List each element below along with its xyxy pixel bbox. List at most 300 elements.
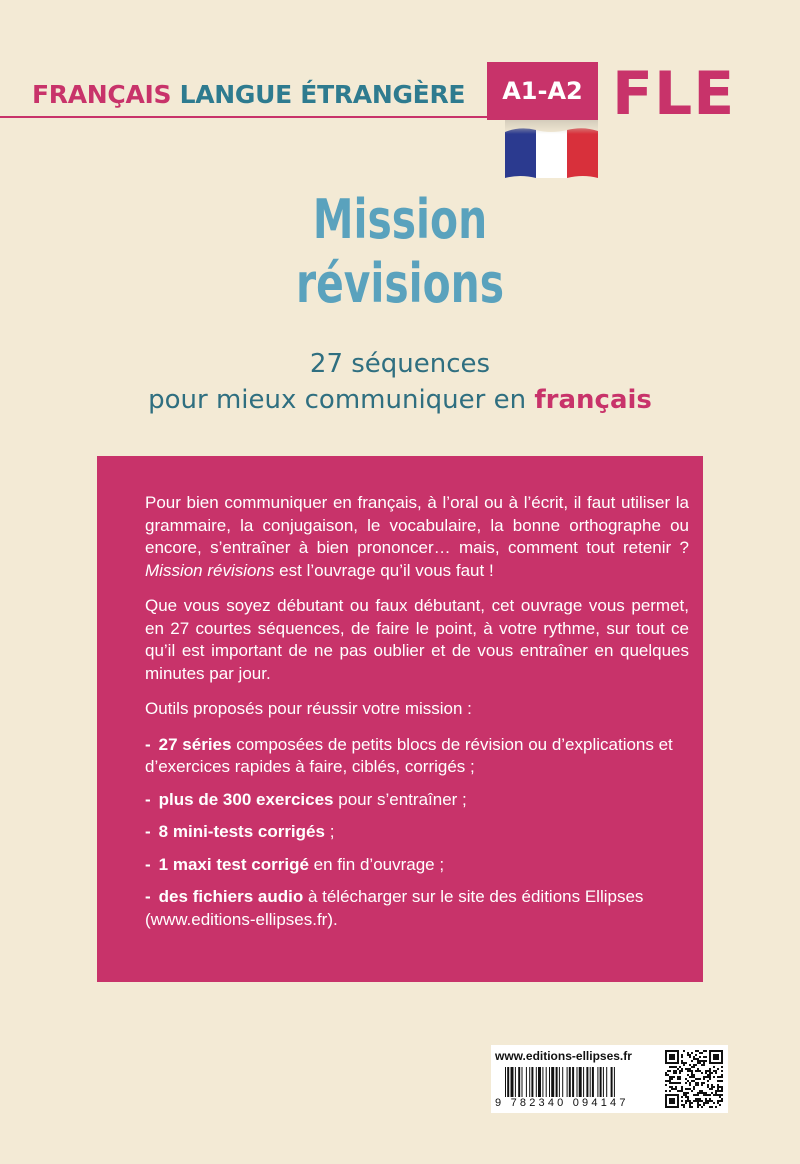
french-flag-icon — [505, 120, 598, 178]
qr-module — [705, 1094, 707, 1096]
tools-list — [145, 734, 689, 932]
subtitle-line2-prefix: pour mieux communiquer en — [148, 385, 527, 415]
qr-module — [677, 1076, 679, 1078]
para1-text-end: est l’ouvrage qu’il vous faut ! — [279, 560, 494, 580]
barcode-bar — [569, 1067, 571, 1097]
qr-module — [717, 1102, 719, 1104]
qr-module — [693, 1058, 695, 1060]
barcode-bar — [611, 1067, 613, 1097]
series-word-langue-etrangere: LANGUE ÉTRANGÈRE — [179, 80, 466, 109]
list-item — [145, 734, 689, 779]
qr-module — [675, 1082, 677, 1084]
qr-module — [719, 1080, 721, 1082]
qr-module — [695, 1098, 697, 1100]
qr-module — [699, 1104, 701, 1106]
qr-module — [681, 1054, 683, 1056]
qr-module — [709, 1098, 711, 1100]
qr-module — [675, 1072, 677, 1074]
qr-module — [705, 1070, 707, 1072]
qr-module — [669, 1076, 671, 1078]
qr-module — [679, 1082, 681, 1084]
qr-module — [697, 1070, 699, 1072]
qr-module — [703, 1050, 705, 1052]
qr-module — [681, 1068, 683, 1070]
qr-module — [687, 1080, 689, 1082]
qr-module — [701, 1052, 703, 1054]
qr-module — [681, 1070, 683, 1072]
qr-module — [691, 1060, 693, 1062]
qr-module — [695, 1094, 697, 1096]
qr-finder-core — [669, 1098, 675, 1104]
description-paragraph-2: Que vous soyez débutant ou faux débutant, cet ouvrage vous permet, en 27 courtes séquences, de faire le point, à votre rythme, sur tout ce qu’il est important de ne pas oublier et de vous entraîner en quelques minutes par jour. — [145, 596, 689, 683]
qr-module — [693, 1064, 695, 1066]
qr-module — [695, 1054, 697, 1056]
qr-module — [683, 1062, 685, 1064]
qr-module — [665, 1080, 667, 1082]
list-item-text: pour s’entraîner ; — [338, 789, 467, 809]
qr-module — [685, 1092, 687, 1094]
qr-module — [669, 1080, 671, 1082]
qr-module — [711, 1100, 713, 1102]
header-rule — [0, 116, 488, 118]
qr-module — [687, 1100, 689, 1102]
qr-module — [689, 1084, 691, 1086]
qr-module — [701, 1060, 703, 1062]
list-item-text: en fin d’ouvrage ; — [313, 854, 445, 874]
qr-module — [677, 1082, 679, 1084]
qr-module — [697, 1062, 699, 1064]
qr-module — [679, 1076, 681, 1078]
qr-module — [689, 1070, 691, 1072]
qr-module — [705, 1050, 707, 1052]
qr-module — [721, 1080, 723, 1082]
qr-module — [709, 1106, 711, 1108]
qr-module — [699, 1062, 701, 1064]
barcode-bar — [577, 1067, 578, 1097]
qr-module — [679, 1070, 681, 1072]
qr-module — [697, 1084, 699, 1086]
barcode-bar — [559, 1067, 560, 1097]
qr-module — [717, 1088, 719, 1090]
qr-module — [685, 1096, 687, 1098]
qr-module — [675, 1088, 677, 1090]
list-item-bold: 8 mini-tests corrigés — [158, 822, 325, 841]
qr-module — [671, 1078, 673, 1080]
qr-module — [719, 1094, 721, 1096]
barcode-bar — [562, 1067, 563, 1097]
qr-module — [687, 1098, 689, 1100]
qr-module — [699, 1070, 701, 1072]
qr-module — [709, 1100, 711, 1102]
barcode-bar — [518, 1067, 520, 1097]
qr-module — [703, 1056, 705, 1058]
qr-code-icon — [665, 1049, 723, 1109]
qr-module — [689, 1100, 691, 1102]
qr-module — [665, 1084, 667, 1086]
subtitle-line2 — [0, 382, 800, 418]
qr-module — [695, 1064, 697, 1066]
qr-module — [715, 1090, 717, 1092]
qr-module — [669, 1082, 671, 1084]
barcode-bar — [526, 1067, 527, 1097]
qr-module — [669, 1070, 671, 1072]
list-item — [145, 854, 689, 877]
qr-module — [721, 1094, 723, 1096]
barcode-icon — [505, 1067, 655, 1097]
list-item-text: composées de petits blocs de révision ou d’explications et d’exercices rapides à faire, ciblés, corrigés ; — [145, 734, 673, 776]
qr-module — [699, 1090, 701, 1092]
level-badge: A1-A2 — [487, 62, 598, 120]
qr-module — [721, 1100, 723, 1102]
list-item-bold: des fichiers audio — [158, 887, 304, 906]
qr-module — [681, 1100, 683, 1102]
qr-module — [721, 1076, 723, 1078]
qr-module — [705, 1100, 707, 1102]
qr-module — [717, 1076, 719, 1078]
list-item-text: ; — [329, 822, 335, 841]
qr-module — [711, 1088, 713, 1090]
qr-module — [699, 1098, 701, 1100]
barcode-bar — [549, 1067, 550, 1097]
qr-module — [683, 1106, 685, 1108]
qr-module — [721, 1098, 723, 1100]
qr-module — [717, 1094, 719, 1096]
qr-module — [695, 1082, 697, 1084]
flag-red-band — [567, 128, 598, 178]
qr-module — [685, 1078, 687, 1080]
qr-module — [703, 1104, 705, 1106]
description-box — [97, 456, 703, 982]
qr-module — [691, 1066, 693, 1068]
qr-module — [707, 1076, 709, 1078]
qr-module — [705, 1072, 707, 1074]
qr-module — [715, 1070, 717, 1072]
list-item — [145, 886, 689, 931]
qr-module — [669, 1078, 671, 1080]
qr-module — [703, 1064, 705, 1066]
qr-module — [721, 1086, 723, 1088]
qr-module — [719, 1090, 721, 1092]
qr-module — [669, 1090, 671, 1092]
qr-module — [703, 1078, 705, 1080]
qr-module — [689, 1104, 691, 1106]
qr-module — [705, 1092, 707, 1094]
qr-module — [667, 1074, 669, 1076]
qr-module — [693, 1086, 695, 1088]
qr-module — [713, 1086, 715, 1088]
qr-module — [699, 1078, 701, 1080]
qr-module — [703, 1076, 705, 1078]
qr-module — [673, 1076, 675, 1078]
barcode-bar — [529, 1067, 530, 1097]
qr-module — [709, 1094, 711, 1096]
qr-module — [685, 1094, 687, 1096]
qr-module — [715, 1106, 717, 1108]
qr-module — [695, 1078, 697, 1080]
qr-module — [689, 1106, 691, 1108]
qr-module — [693, 1100, 695, 1102]
qr-module — [689, 1064, 691, 1066]
barcode-bar — [515, 1067, 516, 1097]
publisher-website: www.editions-ellipses.fr — [495, 1049, 632, 1063]
qr-module — [681, 1060, 683, 1062]
qr-module — [707, 1094, 709, 1096]
qr-module — [695, 1100, 697, 1102]
qr-module — [707, 1084, 709, 1086]
qr-module — [709, 1088, 711, 1090]
qr-module — [715, 1092, 717, 1094]
qr-module — [697, 1058, 699, 1060]
qr-finder-core — [713, 1054, 719, 1060]
qr-module — [701, 1090, 703, 1092]
qr-module — [667, 1070, 669, 1072]
qr-module — [685, 1082, 687, 1084]
qr-module — [679, 1072, 681, 1074]
qr-module — [691, 1074, 693, 1076]
qr-module — [721, 1090, 723, 1092]
qr-module — [691, 1106, 693, 1108]
qr-module — [677, 1078, 679, 1080]
qr-module — [699, 1100, 701, 1102]
qr-module — [681, 1056, 683, 1058]
qr-module — [691, 1090, 693, 1092]
qr-module — [677, 1090, 679, 1092]
qr-module — [693, 1066, 695, 1068]
qr-module — [697, 1068, 699, 1070]
qr-module — [705, 1056, 707, 1058]
qr-module — [691, 1072, 693, 1074]
qr-module — [683, 1064, 685, 1066]
qr-module — [675, 1066, 677, 1068]
qr-module — [701, 1064, 703, 1066]
flag-blue-band — [505, 128, 536, 178]
qr-module — [705, 1060, 707, 1062]
qr-module — [665, 1074, 667, 1076]
qr-module — [687, 1088, 689, 1090]
qr-module — [703, 1094, 705, 1096]
qr-module — [699, 1092, 701, 1094]
barcode-bar — [522, 1067, 523, 1097]
qr-module — [721, 1074, 723, 1076]
qr-module — [701, 1072, 703, 1074]
barcode-bar — [600, 1067, 602, 1097]
qr-module — [689, 1068, 691, 1070]
qr-module — [679, 1078, 681, 1080]
qr-module — [701, 1082, 703, 1084]
qr-module — [707, 1080, 709, 1082]
qr-module — [719, 1086, 721, 1088]
qr-module — [721, 1066, 723, 1068]
qr-module — [697, 1104, 699, 1106]
qr-module — [671, 1086, 673, 1088]
barcode-bar — [590, 1067, 591, 1097]
qr-module — [675, 1086, 677, 1088]
qr-module — [717, 1080, 719, 1082]
qr-module — [673, 1082, 675, 1084]
description-paragraph-1 — [145, 492, 689, 582]
qr-module — [691, 1052, 693, 1054]
qr-module — [713, 1102, 715, 1104]
qr-module — [719, 1104, 721, 1106]
qr-module — [713, 1094, 715, 1096]
qr-module — [695, 1084, 697, 1086]
qr-module — [687, 1092, 689, 1094]
series-word-francais: FRANÇAIS — [32, 80, 172, 109]
barcode-bar — [505, 1067, 506, 1097]
isbn-digits: 9 782340 094147 — [495, 1097, 629, 1109]
qr-module — [701, 1084, 703, 1086]
qr-module — [709, 1072, 711, 1074]
qr-module — [715, 1094, 717, 1096]
barcode-bar — [546, 1067, 547, 1097]
qr-module — [719, 1100, 721, 1102]
qr-module — [673, 1072, 675, 1074]
barcode-bar — [507, 1067, 509, 1097]
qr-module — [711, 1084, 713, 1086]
list-item-bold: 27 séries — [158, 734, 232, 754]
qr-module — [715, 1072, 717, 1074]
qr-module — [679, 1090, 681, 1092]
qr-module — [671, 1082, 673, 1084]
list-item-text: à télécharger sur le site des éditions Ellipses (www.editions-ellipses.fr). — [145, 887, 644, 929]
qr-module — [707, 1070, 709, 1072]
qr-module — [713, 1076, 715, 1078]
qr-module — [711, 1106, 713, 1108]
barcode-bar — [572, 1067, 574, 1097]
tools-intro: Outils proposés pour réussir votre mission : — [145, 699, 472, 718]
qr-module — [677, 1068, 679, 1070]
qr-module — [683, 1050, 685, 1052]
qr-module — [687, 1096, 689, 1098]
qr-module — [665, 1072, 667, 1074]
qr-module — [669, 1086, 671, 1088]
barcode-bar — [603, 1067, 604, 1097]
barcode-bar — [586, 1067, 588, 1097]
fle-badge: FLE — [612, 59, 736, 129]
qr-module — [697, 1092, 699, 1094]
qr-module — [697, 1082, 699, 1084]
qr-module — [689, 1056, 691, 1058]
barcode-bar — [592, 1067, 594, 1097]
list-dash: - — [145, 822, 151, 841]
barcode-bar — [551, 1067, 554, 1097]
barcode-bar — [614, 1067, 615, 1097]
qr-module — [671, 1066, 673, 1068]
qr-module — [709, 1076, 711, 1078]
qr-module — [705, 1102, 707, 1104]
qr-module — [685, 1062, 687, 1064]
qr-module — [681, 1086, 683, 1088]
qr-module — [713, 1066, 715, 1068]
qr-module — [683, 1094, 685, 1096]
qr-module — [685, 1088, 687, 1090]
qr-module — [673, 1066, 675, 1068]
qr-module — [709, 1078, 711, 1080]
qr-module — [699, 1052, 701, 1054]
list-dash: - — [145, 854, 151, 874]
qr-module — [681, 1096, 683, 1098]
qr-module — [709, 1074, 711, 1076]
qr-module — [693, 1088, 695, 1090]
qr-module — [707, 1102, 709, 1104]
qr-module — [673, 1070, 675, 1072]
qr-module — [697, 1078, 699, 1080]
qr-module — [691, 1102, 693, 1104]
qr-module — [717, 1086, 719, 1088]
qr-module — [697, 1102, 699, 1104]
qr-finder-core — [669, 1054, 675, 1060]
description-content — [145, 492, 689, 941]
qr-module — [681, 1104, 683, 1106]
series-title — [32, 80, 465, 109]
list-item-bold: plus de 300 exercices — [158, 789, 334, 809]
qr-module — [693, 1080, 695, 1082]
list-item — [145, 821, 689, 844]
barcode-bar — [542, 1067, 543, 1097]
para1-text: Pour bien communiquer en français, à l’oral ou à l’écrit, il faut utiliser la grammaire, la conjugaison, le vocabulaire, la bonne orthographe ou encore, s’entraîner à bien prononcer… mais, comment tout retenir ? — [145, 493, 689, 557]
qr-module — [713, 1070, 715, 1072]
barcode-bar — [606, 1067, 607, 1097]
qr-module — [705, 1076, 707, 1078]
subtitle-highlight: français — [534, 385, 652, 415]
flag-white-band — [536, 130, 567, 178]
qr-module — [711, 1092, 713, 1094]
list-dash: - — [145, 789, 151, 809]
qr-module — [701, 1106, 703, 1108]
qr-module — [711, 1086, 713, 1088]
qr-module — [707, 1100, 709, 1102]
qr-module — [703, 1060, 705, 1062]
qr-module — [683, 1092, 685, 1094]
qr-module — [697, 1094, 699, 1096]
barcode-bar — [556, 1067, 558, 1097]
qr-module — [693, 1076, 695, 1078]
qr-module — [681, 1062, 683, 1064]
qr-module — [689, 1082, 691, 1084]
qr-module — [721, 1070, 723, 1072]
qr-module — [683, 1104, 685, 1106]
qr-module — [699, 1060, 701, 1062]
qr-module — [695, 1050, 697, 1052]
qr-module — [699, 1056, 701, 1058]
qr-module — [697, 1098, 699, 1100]
qr-module — [691, 1076, 693, 1078]
qr-module — [687, 1074, 689, 1076]
qr-module — [681, 1090, 683, 1092]
qr-module — [669, 1066, 671, 1068]
qr-module — [689, 1102, 691, 1104]
qr-module — [673, 1088, 675, 1090]
barcode-bar — [531, 1067, 533, 1097]
subtitle-line1: 27 séquences — [309, 349, 491, 379]
qr-module — [709, 1070, 711, 1072]
qr-module — [697, 1050, 699, 1052]
barcode-bar — [583, 1067, 584, 1097]
book-subtitle — [0, 346, 800, 418]
qr-module — [687, 1052, 689, 1054]
para1-italic-title: Mission révisions — [145, 560, 275, 580]
list-item — [145, 789, 689, 812]
barcode-bar — [597, 1067, 598, 1097]
list-dash: - — [145, 887, 151, 906]
qr-module — [693, 1056, 695, 1058]
qr-module — [703, 1092, 705, 1094]
qr-module — [697, 1060, 699, 1062]
book-title-line2: révisions — [295, 252, 505, 315]
barcode-bar — [567, 1067, 568, 1097]
qr-module — [705, 1098, 707, 1100]
qr-module — [675, 1070, 677, 1072]
